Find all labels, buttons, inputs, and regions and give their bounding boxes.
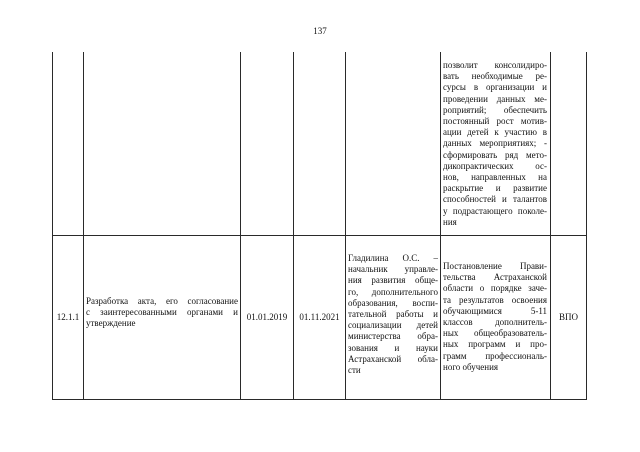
item-number-cell: 12.1.1 bbox=[56, 312, 80, 322]
text-line: тательной работы и bbox=[348, 309, 438, 320]
end-date-cell: 01.11.2021 bbox=[299, 312, 340, 322]
text-line: ного обучения bbox=[443, 361, 499, 372]
text-line: образования, воспи- bbox=[348, 297, 438, 308]
text-line: Постановление Прави- bbox=[443, 261, 547, 271]
text-line: позволит консолидиро- bbox=[443, 60, 547, 70]
text-line: го, дополнительного bbox=[348, 286, 438, 297]
text-line: утверждение bbox=[86, 318, 136, 329]
column-divider bbox=[440, 52, 441, 400]
text-line: у подрастающего поколе- bbox=[443, 205, 547, 216]
text-line: способностей и талантов bbox=[443, 194, 547, 205]
text-line: ации детей к участию в bbox=[443, 127, 547, 138]
text-line: ных общеобразователь- bbox=[443, 328, 547, 339]
text-line: нов, направленных на bbox=[443, 172, 547, 183]
start-date-cell: 01.01.2019 bbox=[246, 312, 288, 322]
text-line: социализации детей bbox=[348, 320, 438, 331]
text-line: тельства Астраханской bbox=[443, 272, 547, 283]
page-number: 137 bbox=[313, 26, 327, 36]
text-line: ния bbox=[443, 216, 457, 227]
text-line: зования и науки bbox=[348, 342, 438, 353]
text-line: постоянный рост мотив- bbox=[443, 116, 547, 127]
text-line: Астраханской обла- bbox=[348, 353, 438, 364]
text-line: роприятий; обеспечить bbox=[443, 104, 547, 115]
text-line: та результатов освоения bbox=[443, 294, 547, 305]
table-border-left bbox=[52, 52, 53, 400]
text-line: дикопрактических ос- bbox=[443, 160, 547, 171]
column-divider bbox=[240, 52, 241, 400]
column-divider bbox=[83, 52, 84, 400]
text-line: сти bbox=[348, 365, 361, 376]
column-divider bbox=[345, 52, 346, 400]
bottom-row-result-cell bbox=[443, 261, 547, 373]
text-line: начальник управле- bbox=[348, 264, 438, 275]
column-divider bbox=[550, 52, 551, 400]
text-line: раскрытие и развитие bbox=[443, 183, 547, 194]
activity-cell bbox=[86, 296, 238, 330]
text-line: сурсы в организации и bbox=[443, 82, 547, 93]
text-line: классов дополнитель- bbox=[443, 317, 547, 328]
text-line: области о порядке заче- bbox=[443, 283, 547, 294]
column-divider bbox=[293, 52, 294, 400]
text-line: с заинтересованными органами и bbox=[86, 307, 238, 318]
table-border-right bbox=[586, 52, 587, 400]
responsible-cell bbox=[348, 253, 438, 376]
text-line: обучающимися 5-11 bbox=[443, 305, 547, 316]
text-line: вать необходимые ре- bbox=[443, 71, 547, 82]
text-line: Гладилина О.С. – bbox=[348, 253, 438, 263]
top-row-result-cell bbox=[443, 60, 547, 228]
table-border-bottom bbox=[52, 399, 587, 400]
text-line: сформировать ряд мето- bbox=[443, 149, 547, 160]
row-divider bbox=[52, 235, 587, 236]
text-line: грамм профессиональ- bbox=[443, 350, 547, 361]
text-line: Разработка акта, его согласование bbox=[86, 296, 238, 306]
code-cell: ВПО bbox=[558, 312, 578, 322]
text-line: проведении данных ме- bbox=[443, 93, 547, 104]
text-line: данных мероприятиях; - bbox=[443, 138, 547, 149]
text-line: министерства обра- bbox=[348, 331, 438, 342]
text-line: ния развития обще- bbox=[348, 275, 438, 286]
text-line: ных программ и про- bbox=[443, 339, 547, 350]
